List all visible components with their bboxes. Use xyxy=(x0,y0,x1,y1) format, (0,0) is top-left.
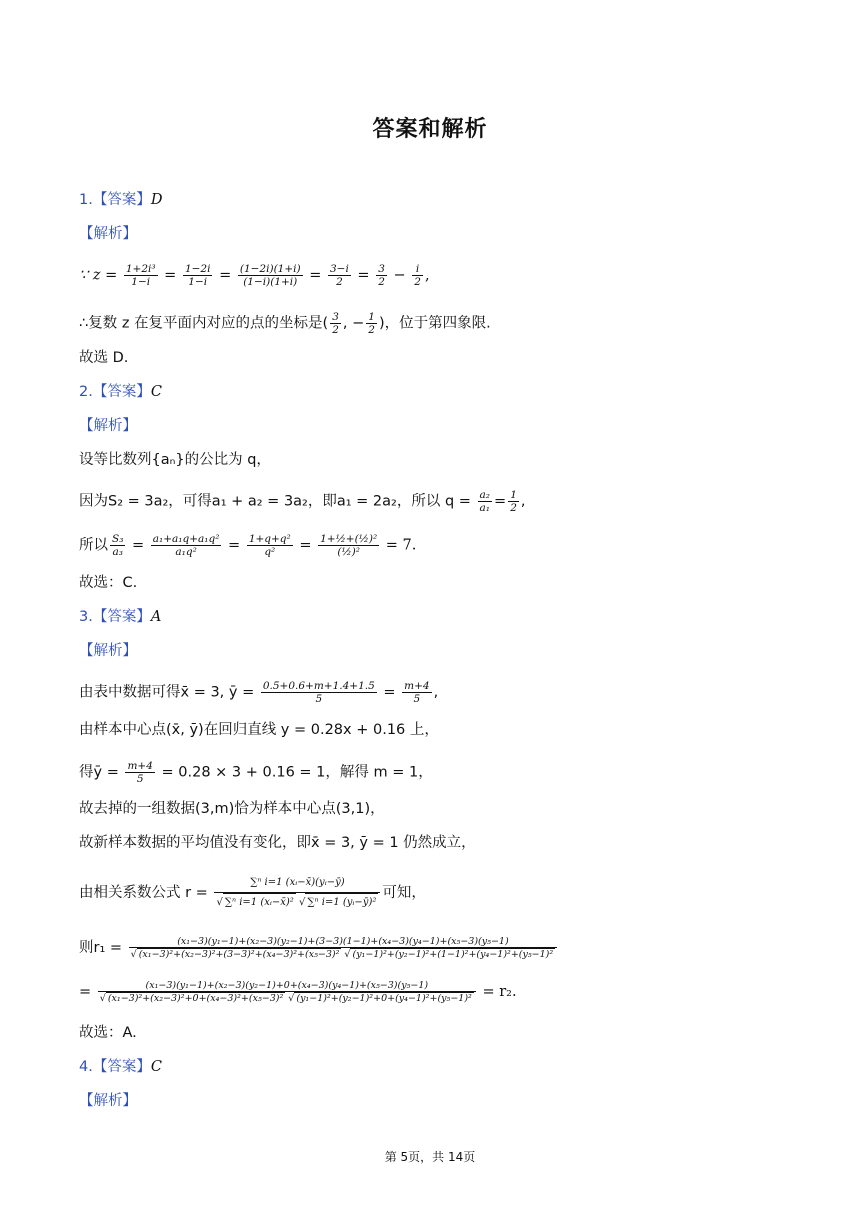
q3-head: 3.【答案】 xyxy=(79,609,151,625)
q3-line1: 由表中数据可得x̄ = 3, ȳ = $\frac{0.5+0.6+m+1.4+1.5}{5}$ = $\frac{m+4}{5}$ , xyxy=(79,680,439,705)
q1-head: 1.【答案】 xyxy=(79,192,151,208)
q1-answer: D xyxy=(150,192,163,208)
r1-formula: (x₁−3)(y₁−1)+(x₂−3)(y₂−1)+(3−3)(1−1)+(x₄−3)(y₄−1)+(x₅−3)(y₅−1) √ (x₁−3)²+(x₂−3)²+(3−3)²+(x₄−3)²+(x₅−3)² √ (y₁−1)²+(y₂−1)²+(1−1)²+(y₄−1)²+(y₅−1)² xyxy=(129,936,558,960)
q2-line1: 设等比数列{aₙ}的公比为 q， xyxy=(79,452,271,468)
q3-line5: 故新样本数据的平均值没有变化，即x̄ = 3, ȳ = 1 仍然成立， xyxy=(79,835,476,851)
correlation-formula: $\frac{\text{∑ⁿ i=1 (xᵢ−x̄)(yᵢ−ȳ)}}{\text{√ ∑ⁿ i=1 (xᵢ−x̄)² √ ∑ⁿ i=1 (yᵢ−ȳ)²}}$ xyxy=(214,874,380,912)
q1-frac1: $\frac{\text{1+2i³}}{1-i}$ xyxy=(125,263,156,288)
q4-analysis-label: 【解析】 xyxy=(79,1093,137,1109)
q1-frac3: $\frac{(1-2i)(1+i)}{(1-i)(1+i)}$ xyxy=(239,263,301,288)
q3-answer: A xyxy=(150,609,162,625)
q4-answer: C xyxy=(150,1059,162,1075)
q1-line1: ∵ z = $\frac{\text{1+2i³}}{1-i}$ = $\frac{1-2i}{1-i}$ = $\frac{(1-2i)(1+i)}{(1-i)(1+i)}$ = $\frac{3-i}{2}$ = $\frac{3}{2}$ − $\frac{i}{2}$ , xyxy=(79,263,430,288)
page-footer: 第 5页，共 14页 xyxy=(384,1150,476,1164)
q1-frac2: $\frac{1-2i}{1-i}$ xyxy=(184,263,211,288)
q2-analysis-label: 【解析】 xyxy=(79,418,137,434)
q3-answer-line xyxy=(79,607,161,627)
q1-conclusion: 故选 D. xyxy=(79,350,129,366)
r2-formula: (x₁−3)(y₁−1)+(x₂−3)(y₂−1)+0+(x₄−3)(y₄−1)+(x₅−3)(y₅−1) √ (x₁−3)²+(x₂−3)²+0+(x₄−3)²+(x₅−3)² √ (y₁−1)²+(y₂−1)²+0+(y₄−1)²+(y₅−1)² xyxy=(98,980,476,1004)
q2-conclusion: 故选：C. xyxy=(79,575,138,591)
q1-frac6: $\frac{i}{2}$ xyxy=(414,263,421,288)
q2-answer-line xyxy=(79,382,162,402)
q1-frac5: $\frac{3}{2}$ xyxy=(378,263,385,288)
q1-answer-line xyxy=(79,190,162,210)
q3-line7: 则r₁ = (x₁−3)(y₁−1)+(x₂−3)(y₂−1)+(3−3)(1−1)+(x₄−3)(y₄−1)+(x₅−3)(y₅−1) √ (x₁−3)²+(x₂−3)²+(3−3)²+(x₄−3)²+(x₅−3)² √ (y₁−1)²+(y₂−1)²+(1−1)²+(y₄−1)²+(y₅−1)² xyxy=(79,936,559,960)
q4-answer-line xyxy=(79,1057,162,1077)
q2-answer: C xyxy=(150,384,162,400)
q2-line3: 所以 $\frac{\text{S₃}}{\text{a₃}}$ = $\frac{\text{a₁+a₁q+a₁q²}}{\text{a₁q²}}$ = $\frac{\text{1+q+q²}}{\text{q²}}$ = $\frac{\text{1+½+(½)²}}{\text{(½)²}}$ = 7. xyxy=(79,533,417,558)
q3-line4: 故去掉的一组数据(3,m)恰为样本中心点(3,1)， xyxy=(79,801,385,817)
q3-line2: 由样本中心点(x̄, ȳ)在回归直线 y = 0.28x + 0.16 上， xyxy=(79,722,439,738)
page-title: 答案和解析 xyxy=(372,117,488,142)
q1-line2: ∴复数 z 在复平面内对应的点的坐标是( $\frac{3}{2}$ , − $\frac{1}{2}$ )，位于第四象限. xyxy=(79,311,491,336)
q2-head: 2.【答案】 xyxy=(79,384,151,400)
q1-frac4: $\frac{3-i}{2}$ xyxy=(329,263,349,288)
q1-analysis-label: 【解析】 xyxy=(79,226,137,242)
q3-conclusion: 故选：A. xyxy=(79,1025,137,1041)
q2-line2: 因为S₂ = 3a₂，可得a₁ + a₂ = 3a₂，即a₁ = 2a₂，所以 q = $\frac{\text{a₂}}{\text{a₁}}$ = $\frac{1}{2}$ , xyxy=(79,489,526,514)
q3-line6: 由相关系数公式 r = $\frac{\text{∑ⁿ i=1 (xᵢ−x̄)(yᵢ−ȳ)}}{\text{√ ∑ⁿ i=1 (xᵢ−x̄)² √ ∑ⁿ i=1 (yᵢ−ȳ)²}}$ 可知， xyxy=(79,874,426,912)
q3-analysis-label: 【解析】 xyxy=(79,643,137,659)
q3-line8: = (x₁−3)(y₁−1)+(x₂−3)(y₂−1)+0+(x₄−3)(y₄−1)+(x₅−3)(y₅−1) √ (x₁−3)²+(x₂−3)²+0+(x₄−3)²+(x₅−3)² √ (y₁−1)²+(y₂−1)²+0+(y₄−1)²+(y₅−1)² = r₂. xyxy=(79,980,517,1004)
q4-head: 4.【答案】 xyxy=(79,1059,151,1075)
q3-line3: 得ȳ = $\frac{m+4}{5}$ = 0.28 × 3 + 0.16 = 1，解得 m = 1， xyxy=(79,760,433,785)
